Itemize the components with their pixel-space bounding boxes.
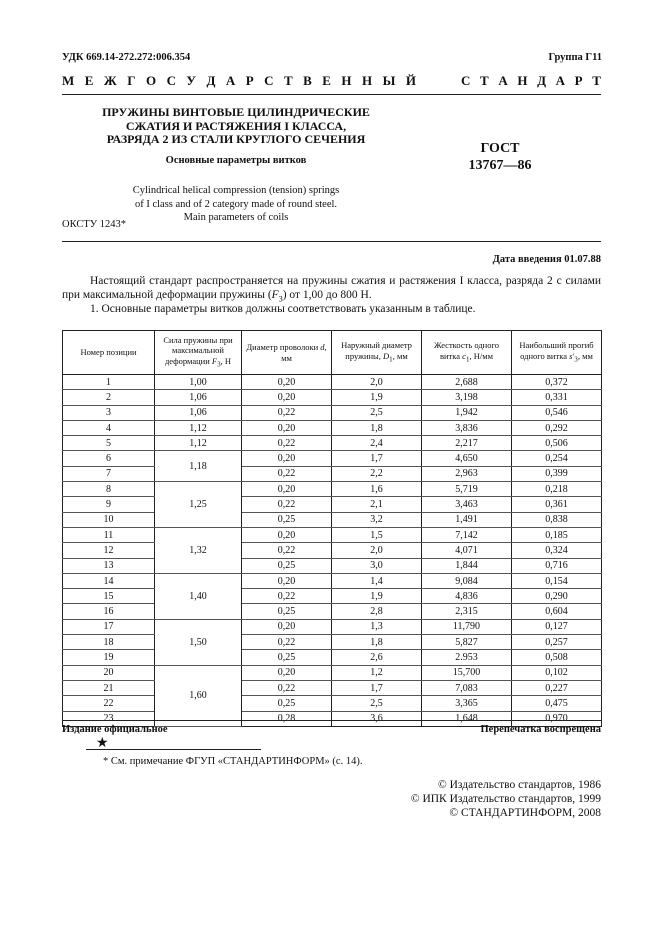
clause-1: 1. Основные параметры витков должны соответствовать указанным в таблице. — [90, 303, 476, 315]
cell-deflection: 0,604 — [512, 604, 602, 619]
cell-outer-diameter: 2,4 — [332, 436, 422, 451]
table-row — [63, 436, 602, 451]
group-code: Группа Г11 — [548, 52, 602, 63]
cell-position: 6 — [63, 451, 155, 466]
cell-position: 14 — [63, 573, 155, 588]
table-row — [63, 512, 602, 527]
cell-deflection: 0,372 — [512, 375, 602, 390]
cell-outer-diameter: 1,9 — [332, 390, 422, 405]
cell-position: 22 — [63, 696, 155, 711]
table-row — [63, 390, 602, 405]
cell-wire-diameter: 0,20 — [242, 375, 332, 390]
table-row — [63, 589, 602, 604]
col-outer-diameter: Наружный диаметр пружины, $D_1$, мм — [332, 331, 422, 375]
cell-outer-diameter: 2,5 — [332, 696, 422, 711]
cell-wire-diameter: 0,22 — [242, 405, 332, 420]
cell-position: 17 — [63, 619, 155, 634]
cell-stiffness: 11,790 — [422, 619, 512, 634]
cell-deflection: 0,127 — [512, 619, 602, 634]
cell-deflection: 0,399 — [512, 466, 602, 481]
cell-outer-diameter: 1,2 — [332, 665, 422, 680]
cell-deflection: 0,324 — [512, 543, 602, 558]
cell-position: 8 — [63, 482, 155, 497]
cell-stiffness: 4,071 — [422, 543, 512, 558]
header-divider — [62, 94, 601, 95]
table-row — [63, 650, 602, 665]
scope-paragraph: Настоящий стандарт распространяется на пружины сжатия и растяжения I класса, разряда 2 с силами при максимальной деформации пружины $(F_3)$ от 1,00 до 800 Н. — [62, 275, 601, 304]
table-row — [63, 451, 602, 466]
cell-deflection: 0,506 — [512, 436, 602, 451]
cell-position: 13 — [63, 558, 155, 573]
copyright-1986: © Издательство стандартов, 1986 — [437, 779, 601, 791]
cell-position: 2 — [63, 390, 155, 405]
introduction-date: Дата введения 01.07.88 — [492, 254, 601, 265]
cell-outer-diameter: 2,0 — [332, 375, 422, 390]
cell-deflection: 0,331 — [512, 390, 602, 405]
col-deflection: Наибольший прогиб одного витка $s'_3$, мм — [512, 331, 602, 375]
copyright-1999: © ИПК Издательство стандартов, 1999 — [410, 793, 601, 805]
cell-outer-diameter: 1,8 — [332, 420, 422, 435]
cell-outer-diameter: 2,8 — [332, 604, 422, 619]
cell-wire-diameter: 0,20 — [242, 482, 332, 497]
col-position: Номер позиции — [63, 331, 155, 375]
cell-stiffness: 4,650 — [422, 451, 512, 466]
cell-wire-diameter: 0,25 — [242, 604, 332, 619]
cell-wire-diameter: 0,25 — [242, 650, 332, 665]
cell-outer-diameter: 1,5 — [332, 527, 422, 542]
cell-outer-diameter: 3,6 — [332, 711, 422, 726]
cell-stiffness: 3,365 — [422, 696, 512, 711]
official-edition: Издание официальное — [62, 724, 168, 735]
cell-stiffness: 4,836 — [422, 589, 512, 604]
cell-position: 9 — [63, 497, 155, 512]
cell-wire-diameter: 0,28 — [242, 711, 332, 726]
title-divider — [62, 241, 601, 242]
cell-wire-diameter: 0,20 — [242, 619, 332, 634]
table-row — [63, 497, 602, 512]
cell-wire-diameter: 0,22 — [242, 436, 332, 451]
cell-deflection: 0,290 — [512, 589, 602, 604]
english-title: Cylindrical helical compression (tension) springs of I class and of 2 category made of round steel. Main parameters of coils — [132, 185, 340, 223]
cell-position: 23 — [63, 711, 155, 726]
cell-outer-diameter: 1,6 — [332, 482, 422, 497]
cell-stiffness: 2,688 — [422, 375, 512, 390]
star-icon: ★ — [96, 736, 109, 751]
cell-position: 1 — [63, 375, 155, 390]
col-force: Сила пружины при максимальной деформации $F_3$, Н — [155, 331, 242, 375]
cell-outer-diameter: 2,1 — [332, 497, 422, 512]
gost-designation: ГОСТ 13767—86 — [468, 141, 532, 173]
cell-stiffness: 1,942 — [422, 405, 512, 420]
cell-position: 18 — [63, 635, 155, 650]
cell-force: 1,50 — [155, 619, 242, 665]
cell-stiffness: 2,217 — [422, 436, 512, 451]
cell-wire-diameter: 0,25 — [242, 558, 332, 573]
cell-position: 4 — [63, 420, 155, 435]
banner-word-interstate: М Е Ж Г О С У Д А Р С Т В Е Н Н Ы Й — [62, 73, 416, 88]
cell-position: 12 — [63, 543, 155, 558]
cell-deflection: 0,257 — [512, 635, 602, 650]
table-header-row — [63, 331, 602, 375]
cell-stiffness: 2,963 — [422, 466, 512, 481]
cell-outer-diameter: 2,6 — [332, 650, 422, 665]
cell-deflection: 0,475 — [512, 696, 602, 711]
cell-wire-diameter: 0,22 — [242, 680, 332, 695]
cell-deflection: 0,361 — [512, 497, 602, 512]
cell-stiffness: 3,463 — [422, 497, 512, 512]
document-subtitle: Основные параметры витков — [165, 155, 307, 166]
cell-stiffness: 1,491 — [422, 512, 512, 527]
cell-stiffness: 3,198 — [422, 390, 512, 405]
table-row — [63, 420, 602, 435]
standard-banner — [62, 73, 601, 89]
cell-outer-diameter: 1,8 — [332, 635, 422, 650]
cell-force: 1,40 — [155, 573, 242, 619]
cell-stiffness: 1,648 — [422, 711, 512, 726]
table-row — [63, 604, 602, 619]
cell-outer-diameter: 1,7 — [332, 451, 422, 466]
cell-force: 1,12 — [155, 420, 242, 435]
cell-stiffness: 2.953 — [422, 650, 512, 665]
cell-position: 3 — [63, 405, 155, 420]
cell-deflection: 0,292 — [512, 420, 602, 435]
coil-parameters-table — [62, 330, 602, 727]
cell-outer-diameter: 2,2 — [332, 466, 422, 481]
cell-outer-diameter: 3,0 — [332, 558, 422, 573]
cell-stiffness: 5,827 — [422, 635, 512, 650]
cell-outer-diameter: 1,9 — [332, 589, 422, 604]
cell-stiffness: 9,084 — [422, 573, 512, 588]
cell-position: 21 — [63, 680, 155, 695]
cell-force: 1,60 — [155, 665, 242, 726]
cell-wire-diameter: 0,20 — [242, 573, 332, 588]
cell-wire-diameter: 0,20 — [242, 665, 332, 680]
cell-force: 1,06 — [155, 405, 242, 420]
cell-deflection: 0,154 — [512, 573, 602, 588]
cell-position: 16 — [63, 604, 155, 619]
cell-wire-diameter: 0,20 — [242, 390, 332, 405]
cell-wire-diameter: 0,22 — [242, 543, 332, 558]
cell-position: 7 — [63, 466, 155, 481]
cell-deflection: 0,970 — [512, 711, 602, 726]
table-row — [63, 573, 602, 588]
cell-stiffness: 5,719 — [422, 482, 512, 497]
cell-position: 5 — [63, 436, 155, 451]
cell-wire-diameter: 0,25 — [242, 696, 332, 711]
cell-wire-diameter: 0,20 — [242, 451, 332, 466]
cell-outer-diameter: 3,2 — [332, 512, 422, 527]
document-title: ПРУЖИНЫ ВИНТОВЫЕ ЦИЛИНДРИЧЕСКИЕ СЖАТИЯ И РАСТЯЖЕНИЯ I КЛАССА, РАЗРЯДА 2 ИЗ СТАЛИ КРУГЛОГО СЕЧЕНИЯ — [102, 105, 370, 146]
cell-position: 10 — [63, 512, 155, 527]
cell-stiffness: 15,700 — [422, 665, 512, 680]
cell-force: 1,32 — [155, 527, 242, 573]
cell-wire-diameter: 0,22 — [242, 589, 332, 604]
udk-code: УДК 669.14-272.272:006.354 — [62, 52, 191, 63]
cell-deflection: 0,227 — [512, 680, 602, 695]
banner-word-standard: С Т А Н Д А Р Т — [461, 73, 601, 88]
cell-force: 1,06 — [155, 390, 242, 405]
cell-deflection: 0,716 — [512, 558, 602, 573]
cell-outer-diameter: 1,3 — [332, 619, 422, 634]
cell-wire-diameter: 0,25 — [242, 512, 332, 527]
col-stiffness: Жесткость одного витка $c_1$, Н/мм — [422, 331, 512, 375]
table-row — [63, 665, 602, 680]
table-row — [63, 619, 602, 634]
cell-outer-diameter: 1,7 — [332, 680, 422, 695]
cell-force: 1,25 — [155, 482, 242, 528]
cell-stiffness: 2,315 — [422, 604, 512, 619]
cell-stiffness: 7,083 — [422, 680, 512, 695]
cell-force: 1,18 — [155, 451, 242, 482]
table-row — [63, 558, 602, 573]
cell-deflection: 0,838 — [512, 512, 602, 527]
cell-outer-diameter: 2,5 — [332, 405, 422, 420]
cell-deflection: 0,254 — [512, 451, 602, 466]
cell-wire-diameter: 0,22 — [242, 497, 332, 512]
cell-position: 20 — [63, 665, 155, 680]
cell-wire-diameter: 0,20 — [242, 527, 332, 542]
table-row — [63, 635, 602, 650]
cell-force: 1,00 — [155, 375, 242, 390]
cell-position: 11 — [63, 527, 155, 542]
cell-outer-diameter: 2,0 — [332, 543, 422, 558]
cell-position: 19 — [63, 650, 155, 665]
reprint-prohibited: Перепечатка воспрещена — [480, 724, 601, 735]
table-row — [63, 680, 602, 695]
cell-deflection: 0,218 — [512, 482, 602, 497]
cell-wire-diameter: 0,22 — [242, 466, 332, 481]
table-bottom-rule — [62, 720, 601, 721]
table-row — [63, 482, 602, 497]
footnote-divider — [86, 749, 261, 750]
cell-force: 1,12 — [155, 436, 242, 451]
table-row — [63, 696, 602, 711]
table-row — [63, 466, 602, 481]
cell-deflection: 0,546 — [512, 405, 602, 420]
table-row — [63, 543, 602, 558]
cell-stiffness: 7,142 — [422, 527, 512, 542]
copyright-2008: © СТАНДАРТИНФОРМ, 2008 — [449, 807, 601, 819]
cell-deflection: 0,102 — [512, 665, 602, 680]
cell-deflection: 0,508 — [512, 650, 602, 665]
okstu-code: ОКСТУ 1243* — [62, 219, 127, 230]
cell-deflection: 0,185 — [512, 527, 602, 542]
table-row — [63, 527, 602, 542]
table-row — [63, 405, 602, 420]
cell-wire-diameter: 0,20 — [242, 420, 332, 435]
cell-stiffness: 3,836 — [422, 420, 512, 435]
cell-position: 15 — [63, 589, 155, 604]
cell-wire-diameter: 0,22 — [242, 635, 332, 650]
col-wire-diameter: Диаметр проволоки d, мм — [242, 331, 332, 375]
table-row — [63, 375, 602, 390]
footnote: * См. примечание ФГУП «СТАНДАРТИНФОРМ» (с. 14). — [103, 756, 363, 767]
cell-outer-diameter: 1,4 — [332, 573, 422, 588]
cell-stiffness: 1,844 — [422, 558, 512, 573]
